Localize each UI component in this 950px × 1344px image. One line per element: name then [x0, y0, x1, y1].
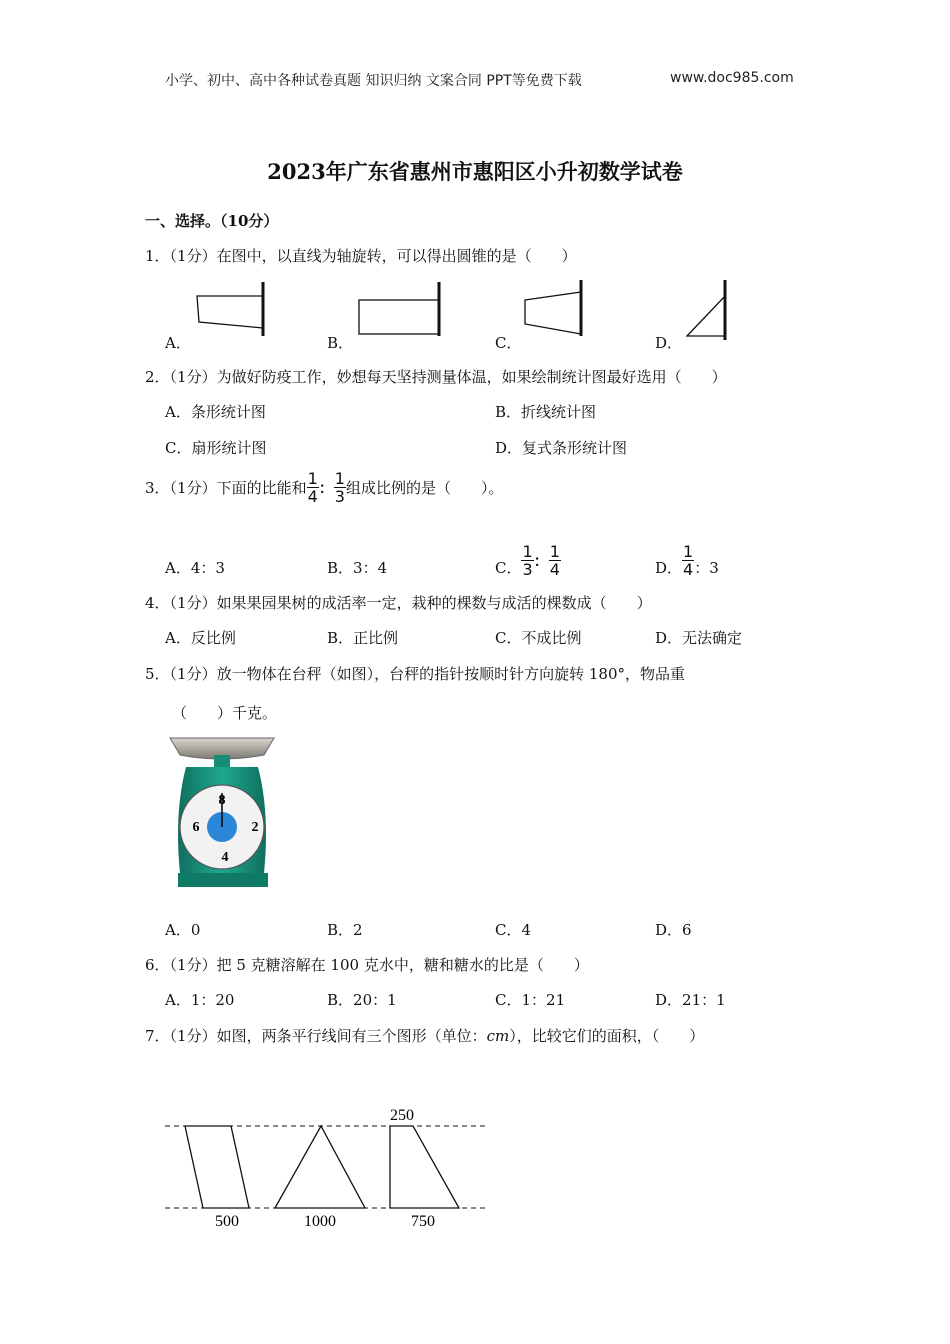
q3-option-c[interactable] — [495, 530, 561, 578]
q3-suffix: 组成比例的是（ ）。 — [345, 479, 504, 497]
page-header — [165, 70, 794, 90]
q3-d-num: 1 — [683, 542, 694, 561]
q7-parallel-figure — [165, 1100, 495, 1235]
q2-option-b[interactable]: B．折线统计图 — [495, 403, 597, 421]
q3-option-c-frac-a — [521, 543, 533, 578]
question-5-line-2: （ ）千克。 — [172, 704, 278, 722]
question-2: 2．（1分）为做好防疫工作，妙想每天坚持测量体温，如果绘制统计图最好选用（ ） — [145, 368, 727, 386]
q4-option-c[interactable]: C．不成比例 — [495, 629, 582, 647]
header-url[interactable]: www.doc985.com — [670, 70, 794, 86]
q1-option-d[interactable]: D． — [655, 334, 683, 352]
q3-c-a-den: 3 — [522, 560, 533, 579]
q3-c-b-den: 4 — [549, 560, 560, 579]
label-250: 250 — [390, 1107, 414, 1124]
question-5-line-1: 5．（1分）放一物体在台秤（如图），台秤的指针按顺时针方向旋转 180°，物品重 — [145, 665, 685, 683]
label-750: 750 — [411, 1213, 435, 1230]
q2-option-c[interactable]: C．扇形统计图 — [165, 439, 267, 457]
header-text: 小学、初中、高中各种试卷真题 知识归纳 文案合同 PPT等免费下载 — [165, 73, 582, 89]
section-heading: 一、选择。（10分） — [145, 212, 279, 230]
scale-base — [178, 873, 268, 887]
q1-option-c[interactable]: C． — [495, 334, 522, 352]
q3-ratio-sep: ： — [318, 479, 334, 497]
q5-option-d[interactable]: D．6 — [655, 921, 692, 939]
page-title: 2023年广东省惠州市惠阳区小升初数学试卷 — [267, 159, 683, 184]
q2-option-a[interactable]: A．条形统计图 — [165, 403, 266, 421]
q3-frac-a-den: 4 — [307, 487, 318, 506]
scale-image — [168, 733, 276, 888]
q5-option-a[interactable]: A．0 — [165, 921, 201, 939]
q3-d-rest: ：3 — [694, 559, 719, 577]
dial-number-6: 6 — [192, 820, 200, 835]
q3-option-b[interactable]: B．3：4 — [327, 559, 388, 577]
q1-figure-c — [525, 280, 581, 336]
q1-figure-b — [359, 282, 439, 336]
q3-d-den: 4 — [683, 560, 694, 579]
q3-c-sep: ： — [533, 552, 549, 570]
triangle — [275, 1126, 365, 1208]
q3-option-c-label: C． — [495, 559, 522, 577]
question-6: 6．（1分）把 5 克糖溶解在 100 克水中，糖和糖水的比是（ ） — [145, 956, 589, 974]
q6-option-d[interactable]: D．21：1 — [655, 991, 726, 1009]
question-7 — [145, 1025, 704, 1046]
q3-fraction-a — [307, 470, 319, 505]
q7-unit: cm — [486, 1027, 510, 1045]
q6-option-a[interactable]: A．1：20 — [165, 991, 235, 1009]
q1-figure-d — [687, 280, 725, 340]
q3-option-d[interactable] — [655, 530, 719, 578]
dial-number-4: 4 — [221, 850, 229, 865]
q4-option-b[interactable]: B．正比例 — [327, 629, 399, 647]
question-4: 4．（1分）如果果园果树的成活率一定，栽种的棵数与成活的棵数成（ ） — [145, 594, 652, 612]
parallelogram — [185, 1126, 249, 1208]
q3-frac-a-num: 1 — [307, 469, 318, 488]
label-1000: 1000 — [304, 1213, 336, 1230]
q3-frac-b-den: 3 — [334, 487, 345, 506]
trapezoid — [390, 1126, 459, 1208]
q5-option-b[interactable]: B．2 — [327, 921, 363, 939]
q3-prefix: 3．（1分）下面的比能和 — [145, 479, 307, 497]
q4-option-d[interactable]: D．无法确定 — [655, 629, 743, 647]
q1-figure-a — [197, 282, 263, 336]
dial-number-8: 8 — [218, 793, 226, 808]
label-500: 500 — [215, 1213, 239, 1230]
q2-option-d[interactable]: D．复式条形统计图 — [495, 439, 628, 457]
q3-option-d-frac — [682, 543, 694, 578]
scale-neck — [214, 755, 230, 767]
question-1: 1．（1分）在图中，以直线为轴旋转，可以得出圆锥的是（ ） — [145, 247, 577, 265]
q6-option-b[interactable]: B．20：1 — [327, 991, 397, 1009]
dial-number-2: 2 — [251, 820, 259, 835]
q6-option-c[interactable]: C．1：21 — [495, 991, 566, 1009]
q3-option-d-label: D． — [655, 559, 683, 577]
q1-option-b[interactable]: B． — [327, 334, 354, 352]
q1-option-a[interactable]: A． — [165, 334, 191, 352]
q7-text-a: 7．（1分）如图，两条平行线间有三个图形（单位： — [145, 1027, 487, 1045]
q3-option-c-frac-b — [549, 543, 561, 578]
q3-frac-b-num: 1 — [334, 469, 345, 488]
q7-text-b: ），比较它们的面积，（ ） — [509, 1027, 705, 1045]
q3-fraction-b — [334, 470, 346, 505]
q3-c-b-num: 1 — [549, 542, 560, 561]
q3-option-a[interactable]: A．4：3 — [165, 559, 225, 577]
question-3 — [145, 470, 504, 505]
q4-option-a[interactable]: A．反比例 — [165, 629, 236, 647]
q3-c-a-num: 1 — [522, 542, 533, 561]
q5-option-c[interactable]: C．4 — [495, 921, 532, 939]
